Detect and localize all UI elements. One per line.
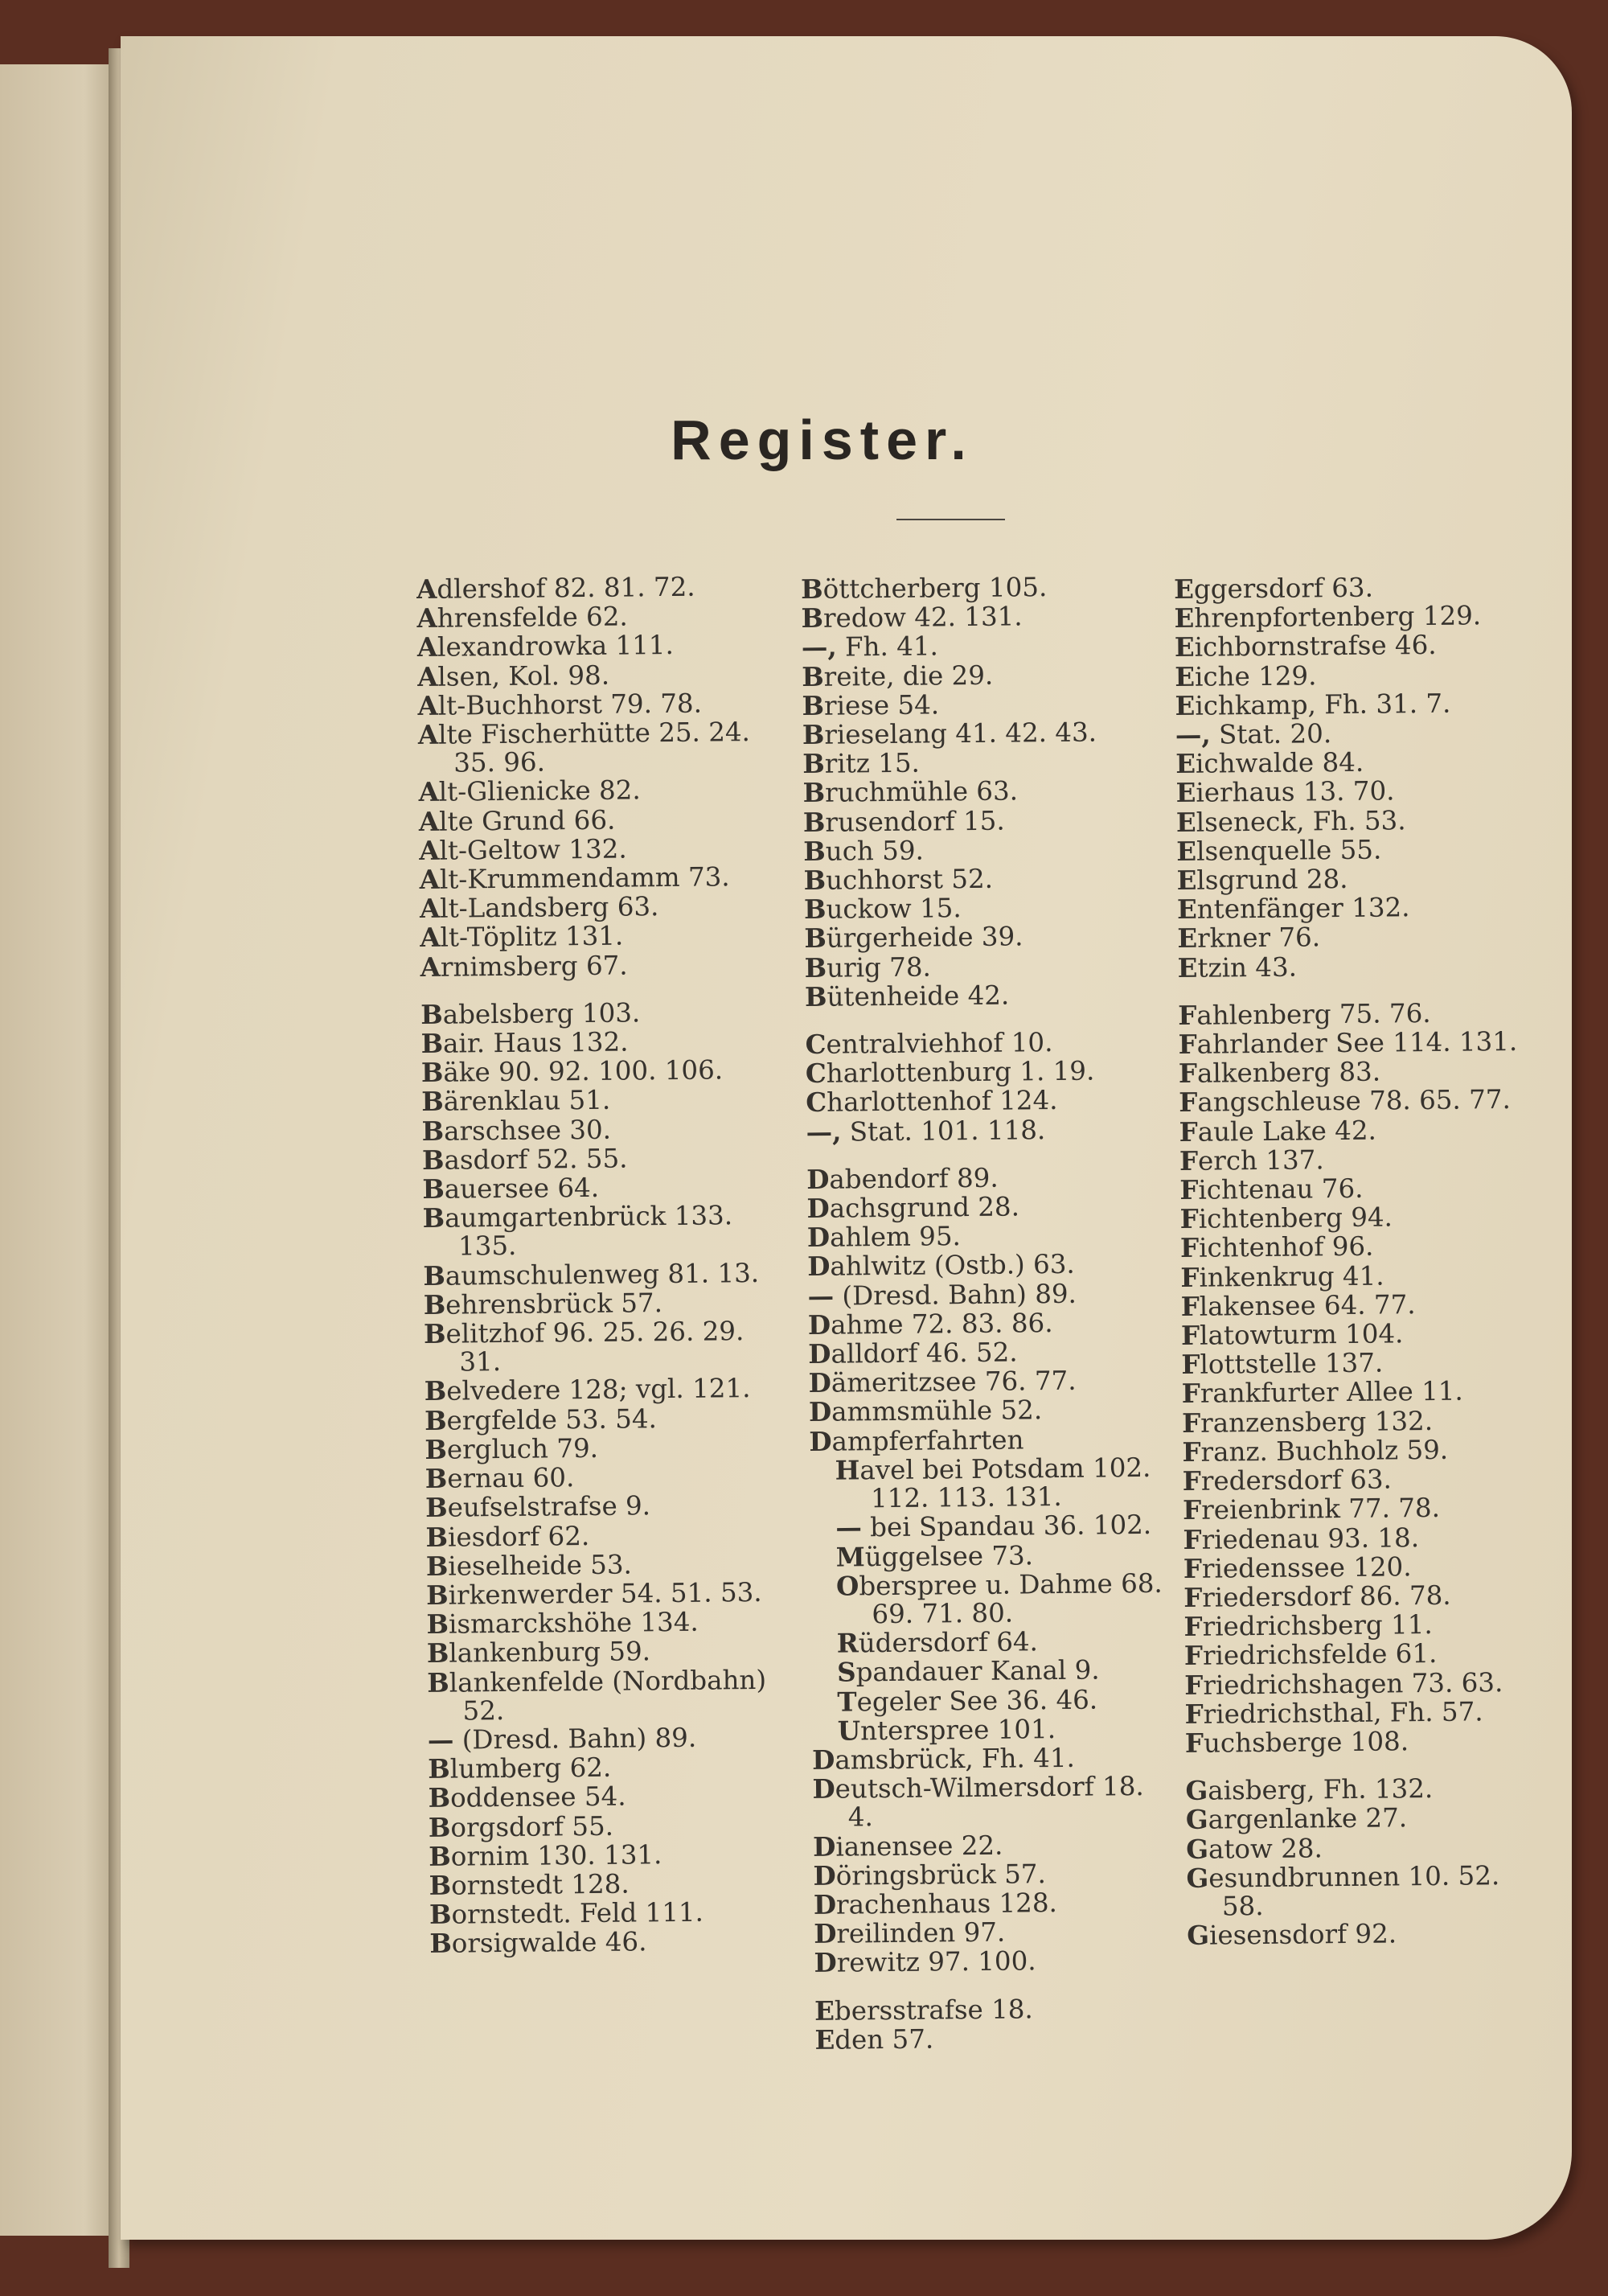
index-entry: Fahrlander See 114. 131. [1178, 1025, 1518, 1061]
index-entry: Bornstedt. Feld 111. [429, 1896, 704, 1931]
index-entry: Rüdersdorf 64. [836, 1626, 1039, 1659]
facing-page-edge [0, 64, 121, 2236]
index-entry: Franzensberg 132. [1181, 1405, 1434, 1439]
index-entry: Dabendorf 89. [806, 1162, 999, 1195]
index-entry: Etzin 43. [1177, 951, 1298, 984]
index-entry: —, Stat. 20. [1175, 718, 1332, 751]
index-entry: Alt-Krummendamm 73. [419, 861, 730, 896]
index-entry: Gargenlanke 27. [1185, 1802, 1408, 1836]
index-entry: Bauersee 64. [422, 1172, 600, 1206]
index-entry: Bair. Haus 132. [420, 1026, 629, 1060]
index-entry: Centralviehhof 10. [805, 1027, 1053, 1061]
index-entry: Böttcherberg 105. [800, 572, 1048, 605]
index-entry: Friedrichsfelde 61. [1183, 1638, 1438, 1672]
index-entry: Britz 15. [802, 747, 921, 780]
index-entry: Fredersdorf 63. [1182, 1464, 1393, 1497]
index-entry: Dreilinden 97. [814, 1916, 1006, 1950]
index-entry: Bergluch 79. [425, 1432, 599, 1465]
index-entry: Friedenssee 120. [1183, 1551, 1412, 1584]
index-entry: Dahlem 95. [806, 1221, 962, 1254]
index-entry: Havel bei Potsdam 102. 112. 113. 131. [835, 1452, 1151, 1514]
index-entry: Bornim 130. 131. [429, 1838, 662, 1872]
index-entry: Dampferfahrten [809, 1424, 1024, 1457]
index-entry: Eichkamp, Fh. 31. 7. [1175, 688, 1451, 721]
index-entry: Baumgartenbrück 133. 135. [422, 1200, 733, 1263]
index-entry: Fichtenau 76. [1179, 1173, 1364, 1206]
index-entry: Alsen, Kol. 98. [417, 659, 610, 692]
index-entry: Ehrenpfortenberg 129. [1174, 600, 1482, 635]
index-entry: Eichwalde 84. [1175, 746, 1364, 780]
index-entry: Fichtenberg 94. [1179, 1201, 1393, 1235]
index-entry: Alt-Geltow 132. [419, 833, 627, 866]
index-entry: Bäke 90. 92. 100. 106. [420, 1054, 724, 1089]
index-entry: Belvedere 128; vgl. 121. [424, 1373, 751, 1407]
index-entry: Dahme 72. 83. 86. [807, 1307, 1053, 1341]
index-entry: Blankenburg 59. [426, 1636, 651, 1670]
index-entry: Alexandrowka 111. [416, 630, 675, 663]
index-entry: Alte Grund 66. [418, 804, 616, 837]
index-entry: Belitzhof 96. 25. 26. 29. 31. [423, 1316, 745, 1378]
index-entry: Fuchsberge 108. [1184, 1726, 1409, 1759]
index-column-3 [1174, 572, 1540, 1950]
index-entry: Dammsmühle 52. [808, 1394, 1043, 1428]
index-entry: Friedenau 93. 18. [1183, 1522, 1420, 1555]
index-entry: Tegeler See 36. 46. [837, 1684, 1098, 1718]
index-entry: Gatow 28. [1186, 1832, 1323, 1865]
index-entry: Alt-Töplitz 131. [420, 920, 624, 954]
book-page [121, 36, 1572, 2240]
index-entry: Alt-Glienicke 82. [418, 774, 641, 808]
index-entry: Basdorf 52. 55. [421, 1143, 628, 1176]
index-entry: Bredow 42. 131. [801, 601, 1023, 635]
index-entry: Gaisberg, Fh. 132. [1185, 1773, 1434, 1807]
index-entry: Drachenhaus 128. [813, 1887, 1058, 1920]
index-entry: Adlershof 82. 81. 72. [416, 571, 695, 605]
index-entry: Borsigwalde 46. [429, 1926, 647, 1960]
index-entry: Buchhorst 52. [803, 863, 994, 897]
index-entry: Alte Fischerhütte 25. 24. 35. 96. [417, 717, 751, 778]
index-column-1 [416, 572, 775, 1959]
index-entry: Beufselstrafse 9. [425, 1490, 651, 1524]
index-entry: Bergfelde 53. 54. [424, 1403, 658, 1436]
index-entry: Eden 57. [814, 2023, 934, 2056]
index-entry: Eggersdorf 63. [1173, 572, 1374, 605]
index-entry: Ebersstrafse 18. [814, 1993, 1033, 2027]
index-entry: Dämeritzsee 76. 77. [808, 1366, 1077, 1399]
index-entry: Burig 78. [804, 951, 932, 984]
index-entry: Blankenfelde (Nordbahn) 52. [427, 1664, 767, 1727]
index-entry: Finkenkrug 41. [1180, 1260, 1384, 1293]
index-entry: Fichtenhof 96. [1179, 1231, 1374, 1264]
index-entry: Flottstelle 137. [1181, 1347, 1384, 1381]
index-entry: Birkenwerder 54. 51. 53. [425, 1576, 762, 1611]
index-entry: Dahlwitz (Ostb.) 63. [807, 1249, 1075, 1283]
index-entry: Baumschulenweg 81. 13. [423, 1257, 760, 1292]
index-entry: Friedersdorf 86. 78. [1183, 1579, 1451, 1613]
index-entry: Charlottenburg 1. 19. [805, 1055, 1095, 1090]
index-entry: Buch 59. [803, 835, 925, 867]
index-entry: Spandauer Kanal 9. [836, 1654, 1100, 1688]
index-entry: Gesundbrunnen 10. 52. 58. [1186, 1859, 1500, 1922]
index-entry: Behrensbrück 57. [423, 1287, 663, 1321]
index-entry: Damsbrück, Fh. 41. [811, 1742, 1076, 1776]
index-entry: Blumberg 62. [428, 1752, 612, 1785]
index-entry: Dalldorf 46. 52. [808, 1337, 1018, 1370]
index-entry: Barschsee 30. [421, 1114, 612, 1147]
index-entry: Eiche 129. [1175, 659, 1317, 692]
index-entry: Freienbrink 77. 78. [1182, 1493, 1441, 1526]
index-entry: Borgsdorf 55. [428, 1810, 614, 1843]
page-title: Register. [671, 409, 974, 471]
index-entry: Ferch 137. [1179, 1144, 1324, 1177]
index-entry: Brieselang 41. 42. 43. [802, 717, 1097, 751]
index-entry: Giesensdorf 92. [1187, 1918, 1397, 1952]
index-entry: —, Fh. 41. [801, 630, 939, 663]
index-entry: Alt-Buchhorst 79. 78. [417, 688, 703, 721]
index-entry: Alt-Landsberg 63. [419, 891, 659, 925]
index-entry: Bütenheide 42. [804, 980, 1010, 1012]
index-entry: Charlottenhof 124. [806, 1085, 1058, 1119]
index-entry: Bärenklau 51. [421, 1085, 611, 1118]
index-entry: Flatowturm 104. [1180, 1318, 1404, 1352]
index-entry: — (Dresd. Bahn) 89. [427, 1722, 697, 1756]
index-entry: Boddensee 54. [428, 1781, 626, 1814]
index-entry: Bieselheide 53. [425, 1549, 633, 1582]
index-entry: Briese 54. [802, 689, 940, 721]
index-entry: Elseneck, Fh. 53. [1175, 804, 1406, 838]
index-entry: Bürgerheide 39. [804, 921, 1023, 955]
index-entry: Biesdorf 62. [425, 1520, 590, 1553]
index-entry: Deutsch-Wilmersdorf 18. 4. [812, 1771, 1144, 1833]
index-entry: Brusendorf 15. [802, 805, 1005, 838]
index-entry: Döringsbrück 57. [813, 1858, 1046, 1891]
index-entry: Friedrichsberg 11. [1183, 1609, 1433, 1643]
index-entry: Frankfurter Allee 11. [1181, 1376, 1463, 1410]
index-entry: Bruchmühle 63. [802, 775, 1019, 809]
index-entry: Babelsberg 103. [420, 997, 641, 1030]
index-entry: Bornstedt 128. [429, 1868, 630, 1901]
index-entry: Bismarckshöhe 134. [426, 1606, 699, 1641]
index-entry: Friedrichsthal, Fh. 57. [1184, 1696, 1483, 1730]
index-entry: Fangschleuse 78. 65. 77. [1179, 1084, 1511, 1119]
index-entry: Franz. Buchholz 59. [1182, 1434, 1449, 1468]
index-entry: Oberspree u. Dahme 68. 69. 71. 80. [835, 1567, 1163, 1630]
index-entry: — (Dresd. Bahn) 89. [807, 1278, 1077, 1312]
index-entry: —, Stat. 101. 118. [806, 1114, 1046, 1148]
index-entry: Ahrensfelde 62. [416, 601, 628, 635]
index-entry: Eierhaus 13. 70. [1175, 775, 1395, 809]
index-entry: Arnimsberg 67. [420, 950, 628, 983]
index-entry: Erkner 76. [1177, 922, 1321, 955]
index-entry: Elsenquelle 55. [1176, 834, 1382, 867]
index-entry: Dachsgrund 28. [806, 1191, 1020, 1225]
index-entry: Falkenberg 83. [1178, 1056, 1381, 1090]
index-entry: Dianensee 22. [812, 1830, 1003, 1863]
index-entry: Bernau 60. [425, 1462, 575, 1495]
index-entry: Faule Lake 42. [1179, 1115, 1377, 1148]
index-entry: Müggelsee 73. [835, 1539, 1034, 1573]
index-entry: Entenfänger 132. [1176, 892, 1410, 926]
index-entry: — bei Spandau 36. 102. [835, 1509, 1152, 1543]
index-entry: Fahlenberg 75. 76. [1178, 997, 1431, 1031]
index-entry: Eichbornstrafse 46. [1174, 630, 1437, 663]
title-rule [896, 519, 1005, 520]
index-entry: Elsgrund 28. [1176, 863, 1348, 897]
index-entry: Drewitz 97. 100. [814, 1945, 1036, 1979]
index-entry: Flakensee 64. 77. [1180, 1289, 1416, 1322]
index-entry: Breite, die 29. [802, 659, 994, 692]
index-entry: Friedrichshagen 73. 63. [1184, 1666, 1503, 1701]
index-entry: Buckow 15. [803, 893, 962, 926]
index-entry: Unterspree 101. [837, 1713, 1056, 1747]
index-column-2 [801, 572, 1169, 2055]
